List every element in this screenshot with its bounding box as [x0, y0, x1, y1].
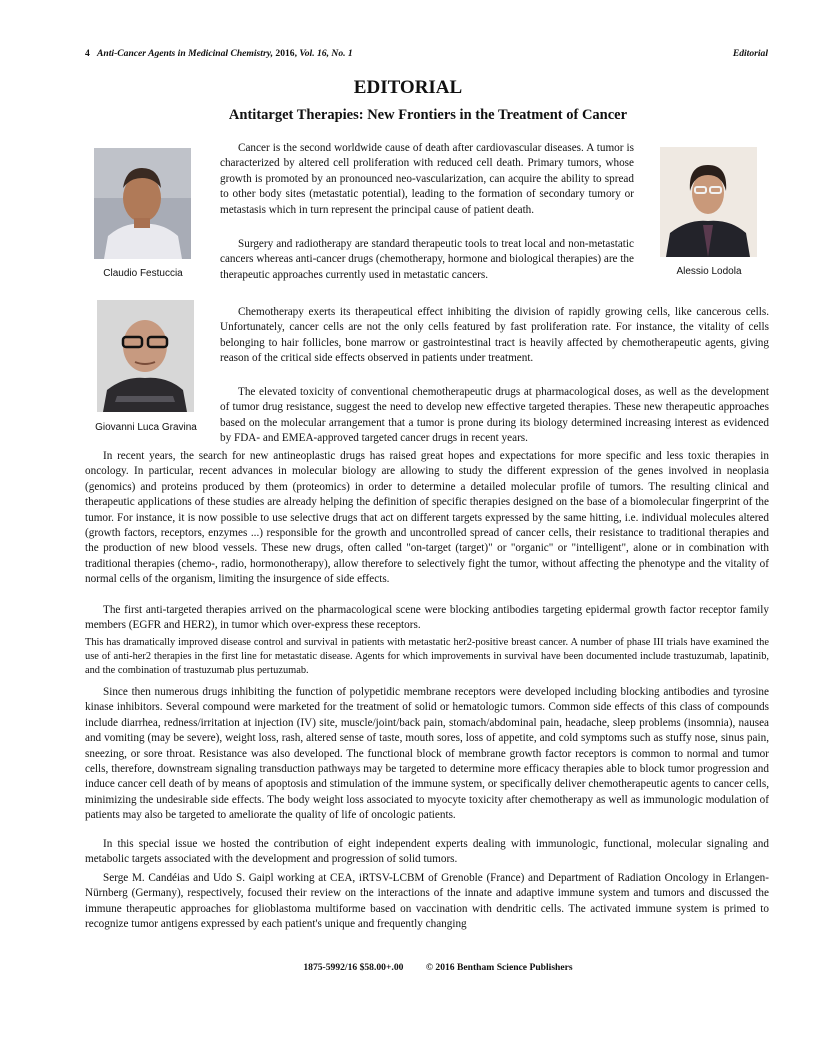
page-footer — [0, 962, 816, 973]
paragraph-9: In this special issue we hosted the contribution of eight independent experts dealing with immunologic, functional, molecular signaling and metabolic targets associated with the development and progression of solid tumors. — [85, 838, 769, 866]
paragraph-6: The first anti-targeted therapies arrived on the pharmacological scene were blocking antibodies targeting epidermal growth factor receptor family members (EGFR and HER2), in tumor which over-express these receptors. — [85, 604, 769, 632]
page-title: EDITORIAL — [353, 77, 463, 98]
issn-price: 1875-5992/16 $58.00+.00 — [303, 962, 404, 973]
journal-name: Anti-Cancer Agents in Medicinal Chemistry, — [97, 48, 273, 59]
author-photo-lodola — [660, 147, 757, 257]
article-subtitle: Antitarget Therapies: New Frontiers in the Treatment of Cancer — [228, 107, 628, 123]
paragraph-10: Serge M. Candéias and Udo S. Gaipl working at CEA, iRTSV-LCBM of Grenoble (France) and Department of Radiation Oncology in Erlangen-Nürnberg (Germany), respectively, focused their review on the interactions of the innate and adaptive immune system and tumors and discussed the immune therapeutic approaches for glioblastoma multiforme based on vaccination with dendritic cells. The activated immune system is primed to recognize tumor antigens expressed by each patient's unique and frequently changing — [85, 872, 769, 931]
author-caption-lodola: Alessio Lodola — [676, 266, 742, 277]
paragraph-8: Since then numerous drugs inhibiting the function of polypetidic membrane receptors were developed including blocking antibodies and tyrosine kinase inhibitors. Several compound were marketed for the treatment of solid or hematologic tumors. Common side effects of this class of compounds include diarrhea, redness/irritation at injection (IV) site, muscle/joint/back pain, stomach/abdominal pain, headache, sleep problems (insomnia), nausea and vomiting (may be severe), weight loss, rash, altered sense of taste, mouth sores, loss of appetite, and cold symptoms such as stuffy nose, sinus pain, sneezing, or sore throat. Resistance was also developed. The functional block of membrane growth factor receptors is common to normal and tumor cells, therefore, downstream signaling transduction pathways may be targeted to determine more efficacy therapies able to block tumor progression and induce cancer cell death of by means of apoptosis and stimulation of the immune system, or specifically deliver chemotherapeutic agents to cancer cells, minimizing the undesirable side effects. The body weight loss associated to myocyte toxicity after chemotherapy as well as immunologic modulation of patients may also be targeted to ameliorate the quality of life of oncologic patients. — [85, 686, 769, 822]
author-photo-gravina — [97, 300, 194, 412]
journal-volume: Vol. 16, No. 1 — [299, 48, 353, 59]
journal-year: 2016, — [275, 48, 297, 59]
author-photo-festuccia — [94, 148, 191, 259]
page-number: 4 — [85, 48, 90, 59]
author-caption-gravina: Giovanni Luca Gravina — [95, 422, 197, 433]
running-header — [85, 48, 353, 59]
paragraph-4: The elevated toxicity of conventional chemotherapeutic drugs at pharmacological doses, as well as the development of tumor drug resistance, suggest the need to develop new effective targeted therapies. These new therapeutic approaches based on the molecular arrangement that a tumor is prone during its biology determined increasing interest as evidenced by FDA- and EMEA-approved targeted cancer drugs in recent years. — [220, 386, 769, 445]
author-caption-festuccia: Claudio Festuccia — [103, 268, 183, 279]
copyright: © 2016 Bentham Science Publishers — [425, 962, 573, 973]
paragraph-5: In recent years, the search for new antineoplastic drugs has raised great hopes and expectations for more specific and less toxic therapies in oncology. In particular, recent advances in molecular biology are allowing to study the different expression of the genes involved in neoplasia (genomics) and proteins produced by them (proteomics) in order to determine a detailed molecular profile of tumors. The resulting clinical and therapeutic applications of these studies are already helping the definition of specific therapies designed on the base of a biomolecular fingerprint of the tumor. For instance, it is now possible to use selective drugs that act on different targets expressed by the same hitting, i.e. individual molecules altered (growth factors, receptors, enzymes ...) responsible for the growth and uncontrolled spread of cancer cells, their resistance to traditional therapies and the production of new blood vessels. These new drugs, often called "on-target (target)" or "organic" or "intelligent", alone or in combination with traditional therapies (chemo-, radio, hormonotherapy), allow therefore to selectively fight the tumor, without affecting the phenotype and the vitality of normal cells of the organism, limiting the insurgence of side effects. — [85, 450, 769, 586]
paragraph-1: Cancer is the second worldwide cause of death after cardiovascular diseases. A tumor is characterized by altered cell proliferation with reduced cell death. Primary tumors, whose growth is promoted by an pronounced neo-vascularization, can acquire the ability to spread to other body sites (metastatic potential), leading to the formation of secondary tumory or metastasis which in turn represent the principal cause of patient death. — [220, 142, 634, 216]
section-label: Editorial — [732, 48, 768, 59]
paragraph-3: Chemotherapy exerts its therapeutical effect inhibiting the division of rapidly growing cells, like cancerous cells. Unfortunately, cancer cells are not the only cells featured by fast proliferation rate. For instance, the vitality of cells belonging to hair follicles, bone marrow or gastrointestinal tract is heavily affected by chemotherapeutic agents, giving reason of the critical side effects observed in patients under treatment. — [220, 306, 769, 365]
paragraph-7: This has dramatically improved disease control and survival in patients with metastatic her2-positive breast cancer. A number of phase III trials have examined the use of anti-her2 therapies in the first line for metastatic disease. Agents for which improvements in survival have been documented include trastuzumab, lapatinib, and the combination of trastuzumab plus pertuzumab. — [85, 637, 769, 676]
paragraph-2: Surgery and radiotherapy are standard therapeutic tools to treat local and non-metastatic cancers whereas anti-cancer drugs (chemotherapy, hormone and biological therapies) are the therapeutic approaches currently used in metastatic cancers. — [220, 238, 634, 281]
